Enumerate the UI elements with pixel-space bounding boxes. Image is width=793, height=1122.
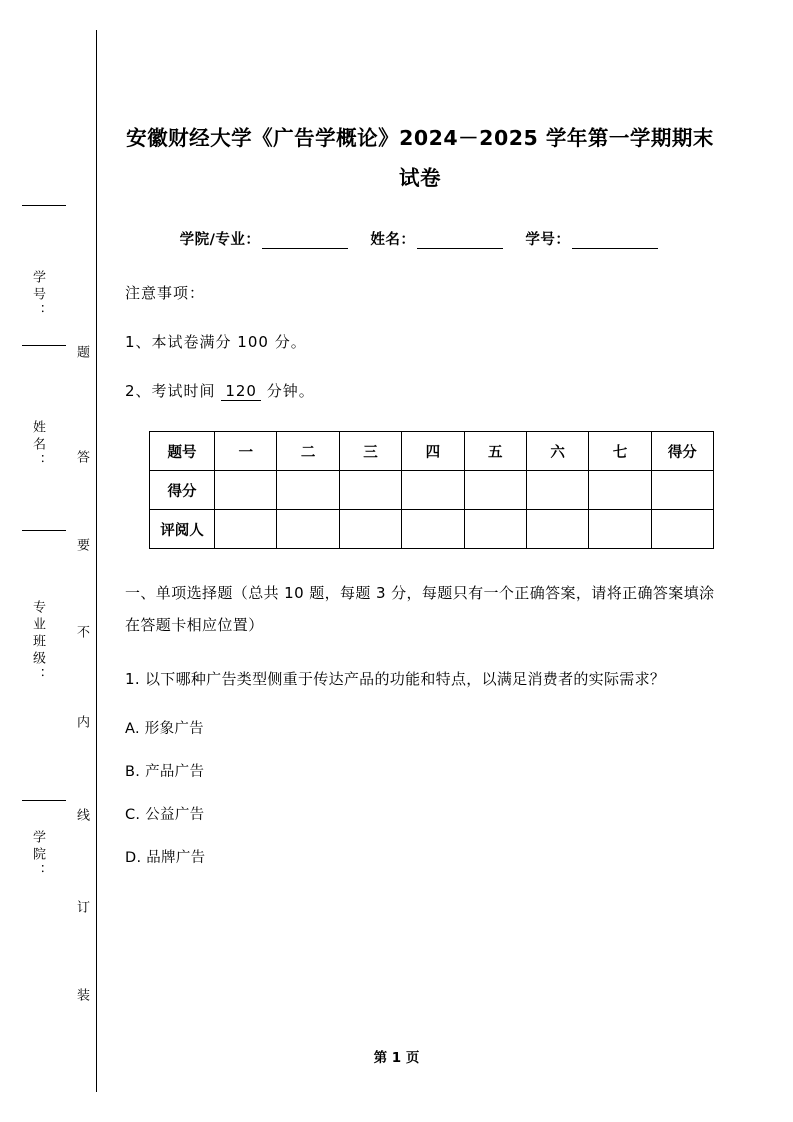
score-table-header-8: 得分 (651, 432, 713, 471)
note-2-after: 分钟。 (266, 382, 315, 400)
reviewer-cell[interactable] (589, 510, 651, 549)
option-a[interactable]: A. 形象广告 (125, 721, 204, 737)
reviewer-cell[interactable] (402, 510, 464, 549)
score-cell[interactable] (402, 471, 464, 510)
score-table-header-7: 七 (589, 432, 651, 471)
page-title: 安徽财经大学《广告学概论》2024－2025 学年第一学期期末试卷 (126, 126, 714, 190)
margin-dash (22, 530, 66, 531)
margin-char-7: 装 (74, 988, 89, 1005)
margin-char-6: 订 (74, 900, 89, 917)
margin-char-5: 线 (74, 808, 89, 825)
note-2-before: 2、考试时间 (125, 382, 216, 400)
score-row-label-1: 评阅人 (150, 510, 215, 549)
score-row-label-0: 得分 (150, 471, 215, 510)
option-c[interactable]: C. 公益广告 (125, 807, 205, 823)
note-item-1: 1、本试卷满分 100 分。 (125, 333, 307, 351)
score-table-header-4: 四 (402, 432, 464, 471)
reviewer-cell[interactable] (464, 510, 526, 549)
score-table-header-3: 三 (339, 432, 401, 471)
margin-dash (22, 800, 66, 801)
reviewer-cell[interactable] (526, 510, 588, 549)
margin-label-college: 学院： (30, 830, 45, 881)
score-cell[interactable] (277, 471, 339, 510)
margin-char-2: 要 (74, 538, 89, 555)
margin-dash (22, 345, 66, 346)
reviewer-cell[interactable] (339, 510, 401, 549)
score-cell[interactable] (526, 471, 588, 510)
question-1: 1. 以下哪种广告类型侧重于传达产品的功能和特点，以满足消费者的实际需求？ (125, 670, 666, 688)
margin-label-class: 专业班级： (30, 600, 45, 685)
major-blank[interactable] (262, 233, 348, 249)
score-cell[interactable] (464, 471, 526, 510)
score-table-header-1: 一 (215, 432, 277, 471)
score-table-header-5: 五 (464, 432, 526, 471)
margin-label-name: 姓名： (30, 420, 45, 471)
score-table (149, 431, 714, 549)
student-id-blank[interactable] (572, 233, 658, 249)
score-cell[interactable] (339, 471, 401, 510)
table-row (150, 471, 714, 510)
option-d[interactable]: D. 品牌广告 (125, 850, 206, 866)
label-name: 姓名： (370, 232, 416, 248)
score-table-header-2: 二 (277, 432, 339, 471)
margin-label-student-id: 学号： (30, 270, 45, 321)
label-student-id: 学号： (525, 232, 571, 248)
margin-char-4: 内 (74, 715, 89, 732)
reviewer-cell[interactable] (277, 510, 339, 549)
option-b[interactable]: B. 产品广告 (125, 764, 205, 780)
table-row (150, 432, 714, 471)
exam-content (125, 118, 715, 867)
label-major: 学院/专业： (179, 232, 261, 248)
margin-char-1: 答 (74, 450, 89, 467)
margin-dash (22, 205, 66, 206)
margin-char-0: 题 (74, 345, 89, 362)
note-item-2 (125, 380, 715, 401)
name-blank[interactable] (417, 233, 503, 249)
left-margin-rule (96, 30, 97, 1092)
margin-char-3: 不 (74, 625, 89, 642)
table-row (150, 510, 714, 549)
section-heading: 一、单项选择题（总共 10 题，每题 3 分，每题只有一个正确答案，请将正确答案填涂在答题卡相应位置） (125, 584, 715, 634)
exam-duration-value: 120 (221, 382, 261, 401)
page-number: 第 1 页 (373, 1050, 420, 1066)
notice-heading: 注意事项： (125, 284, 206, 302)
student-info-line (125, 228, 715, 249)
reviewer-cell[interactable] (651, 510, 713, 549)
score-table-header-0: 题号 (150, 432, 215, 471)
score-table-header-6: 六 (526, 432, 588, 471)
reviewer-cell[interactable] (215, 510, 277, 549)
score-cell[interactable] (651, 471, 713, 510)
score-cell[interactable] (589, 471, 651, 510)
score-cell[interactable] (215, 471, 277, 510)
